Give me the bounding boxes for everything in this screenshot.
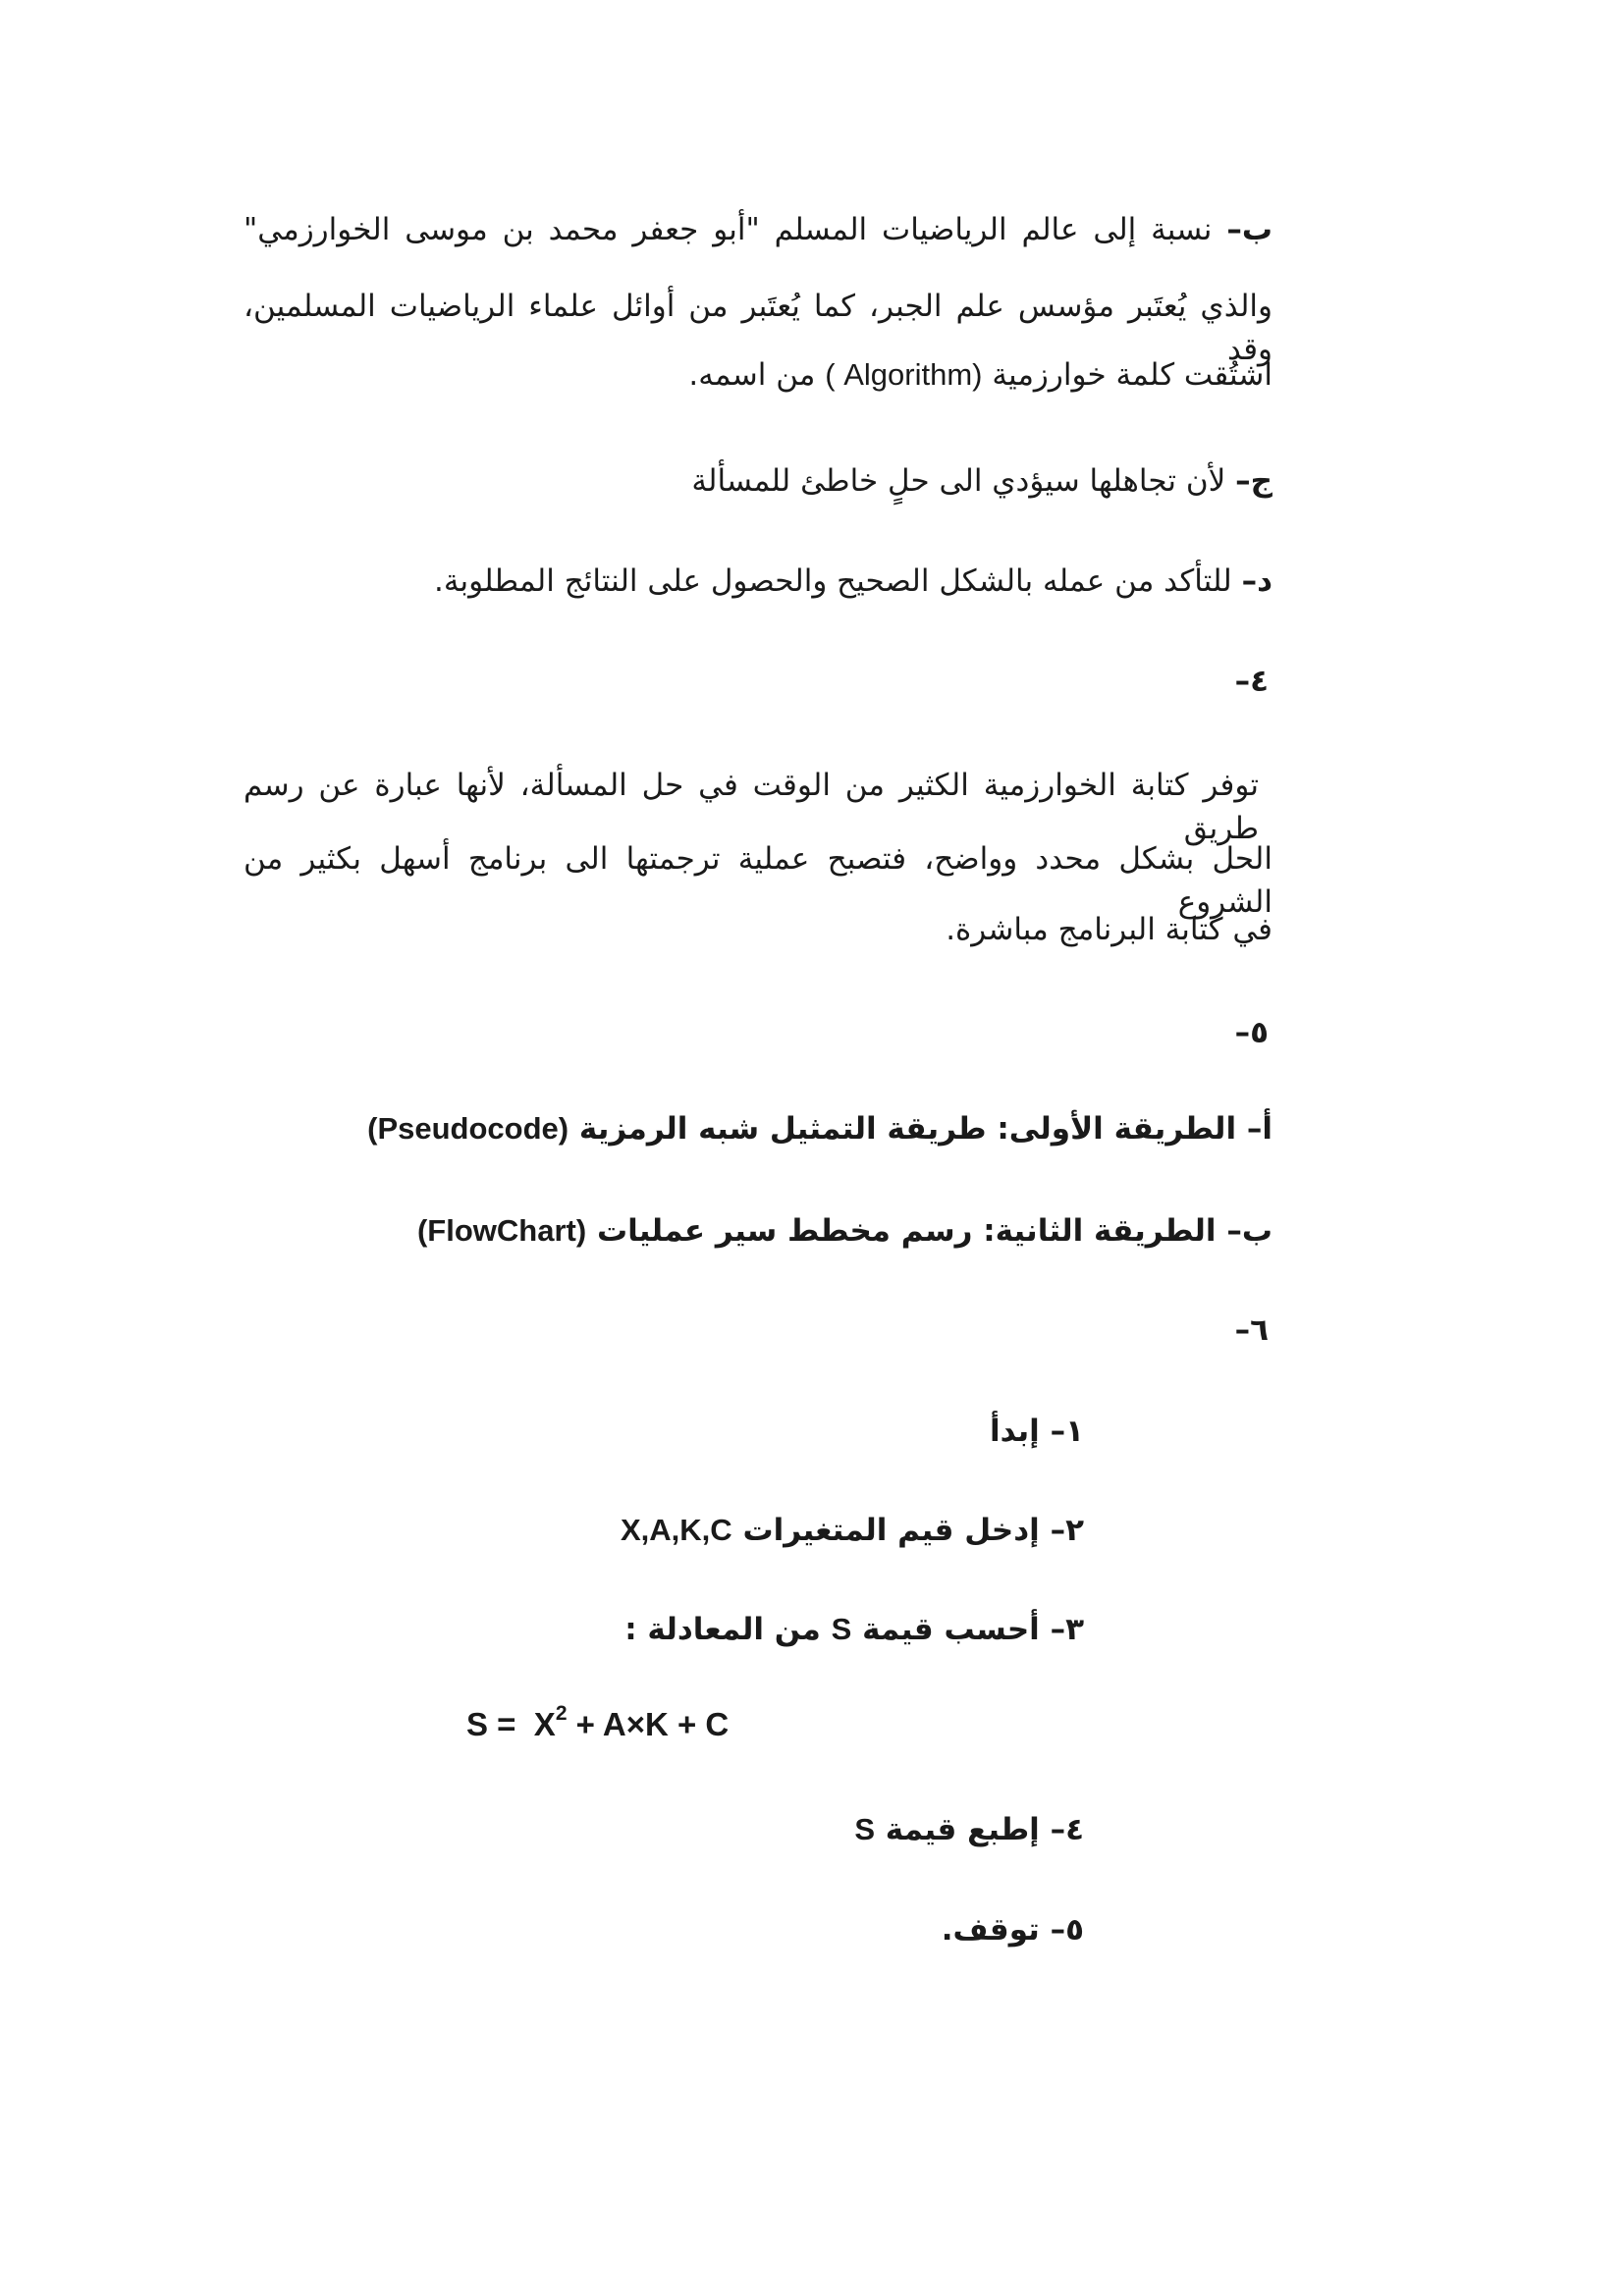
- answer-c-line: [691, 459, 1272, 503]
- question-5-number: ٥–: [1234, 1015, 1269, 1050]
- answer-b-text-2: والذي يُعتَبر مؤسس علم الجبر، كما يُعتَبر من أوائل علماء الرياضيات المسلمين، وقد: [244, 289, 1272, 367]
- answer-c-letter: ج–: [1235, 463, 1272, 499]
- answer-b-letter: ب–: [1226, 212, 1272, 247]
- question-4-text-3: في كتابة البرنامج مباشرة.: [946, 912, 1272, 947]
- step-3: [624, 1608, 1084, 1651]
- step-1-text: ١– إبدأ: [989, 1414, 1084, 1449]
- answer-b-text-3-start: اشتُقت كلمة خوارزمية: [992, 357, 1272, 393]
- answer-b-text-1: نسبة إلى عالم الرياضيات المسلم "أبو جعفر محمد بن موسى الخوارزمي": [244, 212, 1213, 247]
- step-2-variables: X,A,K,C: [620, 1513, 732, 1547]
- question-6-number: ٦–: [1234, 1312, 1269, 1348]
- flowchart-term: (FlowChart): [416, 1213, 587, 1248]
- equation-exponent: 2: [555, 1702, 568, 1725]
- answer-d-text: للتأكد من عمله بالشكل الصحيح والحصول على النتائج المطلوبة.: [434, 563, 1232, 599]
- step-4: [854, 1808, 1084, 1851]
- equation-left: S = X: [466, 1706, 556, 1742]
- question-4-text-2: الحل بشكل محدد وواضح، فتصبح عملية ترجمتها الى برنامج أسهل بكثير من الشروع: [244, 841, 1272, 920]
- question-4-text-1: توفر كتابة الخوارزمية الكثير من الوقت في حل المسألة، لأنها عبارة عن رسم طريق: [244, 768, 1259, 846]
- answer-b-line-3: [688, 353, 1272, 397]
- answer-d-line: [434, 560, 1272, 603]
- step-3-text-a: ٣– أحسب قيمة: [862, 1612, 1084, 1647]
- step-2: [621, 1509, 1084, 1552]
- method-b-line: [417, 1209, 1272, 1253]
- method-b-text: ب– الطريقة الثانية: رسم مخطط سير عمليات: [596, 1213, 1272, 1249]
- equation-right: + A×K + C: [567, 1706, 730, 1742]
- step-4-variable: S: [854, 1812, 875, 1846]
- answer-d-letter: د–: [1241, 563, 1272, 599]
- step-5-text: ٥– توقف.: [941, 1912, 1084, 1948]
- answer-c-text: لأن تجاهلها سيؤدي الى حلٍ خاطئ للمسألة: [691, 463, 1226, 499]
- method-a-line: [367, 1107, 1272, 1150]
- method-a-text: أ– الطريقة الأولى: طريقة التمثيل شبه الرمزية: [578, 1111, 1272, 1147]
- answer-b-line-1: [244, 208, 1272, 251]
- question-4-line-3: [946, 908, 1272, 951]
- answer-b-text-3-end: من اسمه.: [688, 357, 816, 393]
- equation: [466, 1703, 729, 1746]
- step-3-text-b: من المعادلة :: [624, 1612, 821, 1647]
- question-4-number: ٤–: [1234, 664, 1269, 699]
- pseudocode-term: (Pseudocode): [367, 1111, 569, 1146]
- step-5: [942, 1908, 1084, 1951]
- step-3-variable: S: [831, 1612, 852, 1646]
- algorithm-term: ( Algorithm): [825, 357, 983, 392]
- step-2-text: ٢– إدخل قيم المتغيرات: [742, 1513, 1084, 1548]
- step-4-text: ٤– إطبع قيمة: [885, 1812, 1084, 1847]
- step-1: [990, 1410, 1084, 1453]
